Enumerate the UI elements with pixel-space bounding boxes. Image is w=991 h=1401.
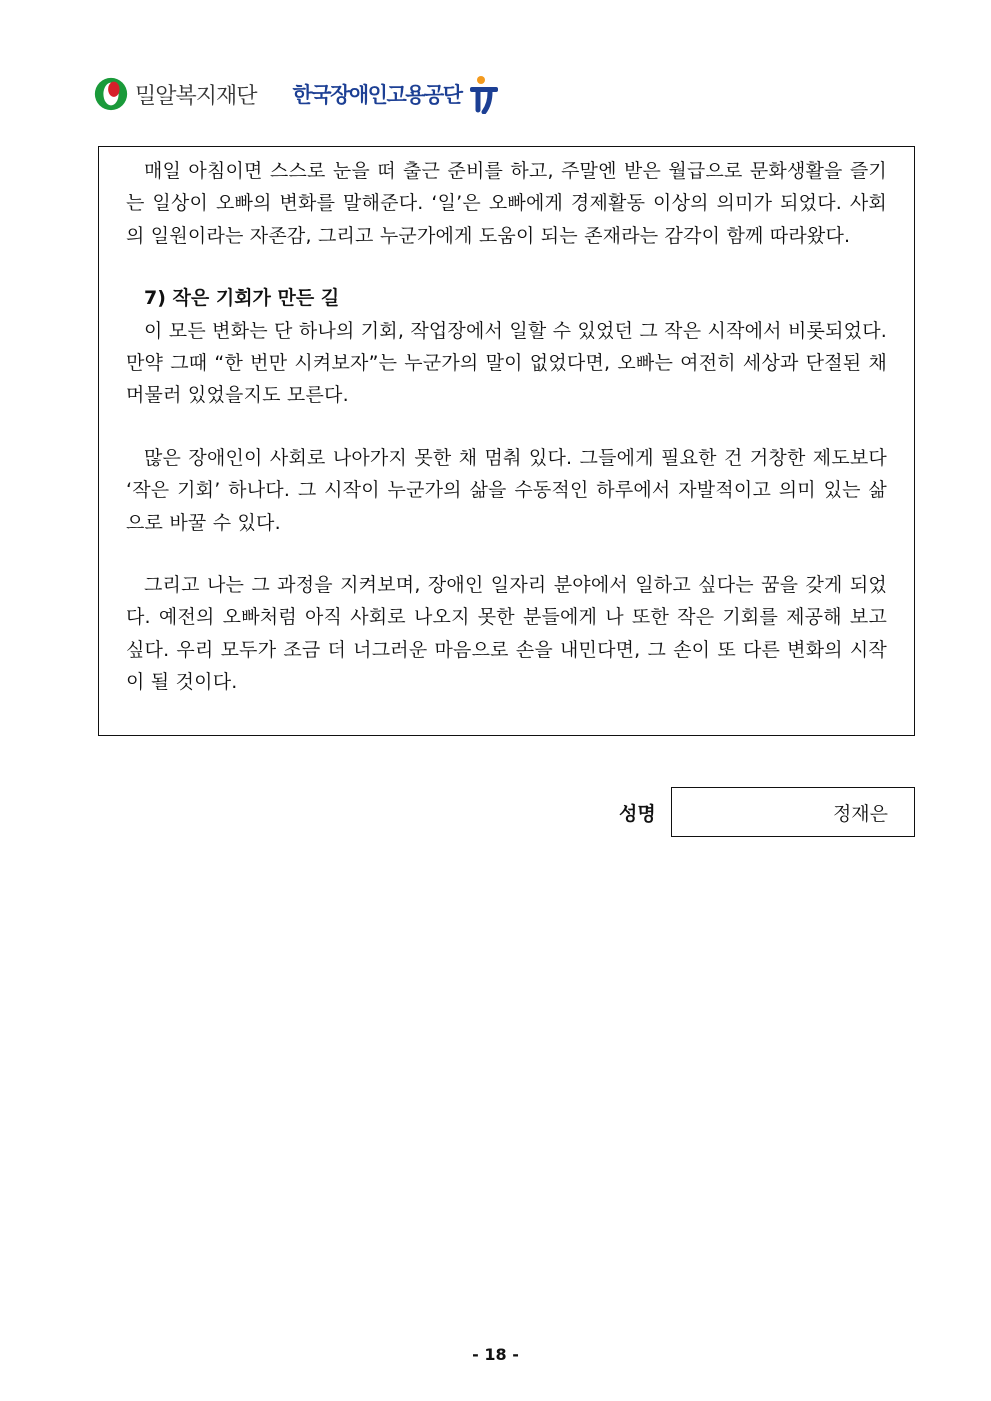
essay-content-box [98, 146, 915, 736]
paragraph-3: 많은 장애인이 사회로 나아가지 못한 채 멈춰 있다. 그들에게 필요한 건 거창한 제도보다 ‘작은 기회’ 하나다. 그 시작이 누군가의 삶을 수동적인 하루에서 자발적이고 의미 있는 삶으로 바꿀 수 있다. [126, 446, 887, 534]
signature-label: 성명 [619, 802, 656, 825]
paragraph-4: 그리고 나는 그 과정을 지켜보며, 장애인 일자리 분야에서 일하고 싶다는 꿈을 갖게 되었다. 예전의 오빠처럼 아직 사회로 나오지 못한 분들에게 나 또한 작은 기회를 제공해 보고 싶다. 우리 모두가 조금 더 너그러운 마음으로 손을 내민다면, 그 손이 또 다른 변화의 시작이 될 것이다. [126, 574, 887, 694]
kead-logo-text: 한국장애인고용공단 [292, 83, 462, 107]
signature-block [619, 787, 915, 837]
page-number: - 18 - [472, 1345, 519, 1364]
milal-welfare-logo [92, 75, 257, 113]
paragraph-gap [126, 539, 887, 569]
page-header [92, 72, 502, 116]
milal-logo-icon [92, 75, 130, 113]
kead-logo-icon [468, 74, 502, 114]
signature-name: 정재은 [832, 802, 888, 825]
milal-logo-text: 밀알복지재단 [135, 83, 257, 109]
section-title: 7) 작은 기회가 만든 길 [144, 287, 340, 310]
paragraph-gap [126, 412, 887, 442]
kead-logo [293, 74, 502, 114]
signature-name-box [671, 787, 915, 837]
paragraph-gap [126, 252, 887, 282]
paragraph-1: 매일 아침이면 스스로 눈을 떠 출근 준비를 하고, 주말엔 받은 월급으로 문화생활을 즐기는 일상이 오빠의 변화를 말해준다. ‘일’은 오빠에게 경제활동 이상의 의미가 되었다. 사회의 일원이라는 자존감, 그리고 누군가에게 도움이 되는 존재라는 감각이 함께 따라왔다. [126, 160, 887, 247]
paragraph-2: 이 모든 변화는 단 하나의 기회, 작업장에서 일할 수 있었던 그 작은 시작에서 비롯되었다. 만약 그때 “한 번만 시켜보자”는 누군가의 말이 없었다면, 오빠는 여전히 세상과 단절된 채 머물러 있었을지도 모른다. [126, 319, 887, 407]
